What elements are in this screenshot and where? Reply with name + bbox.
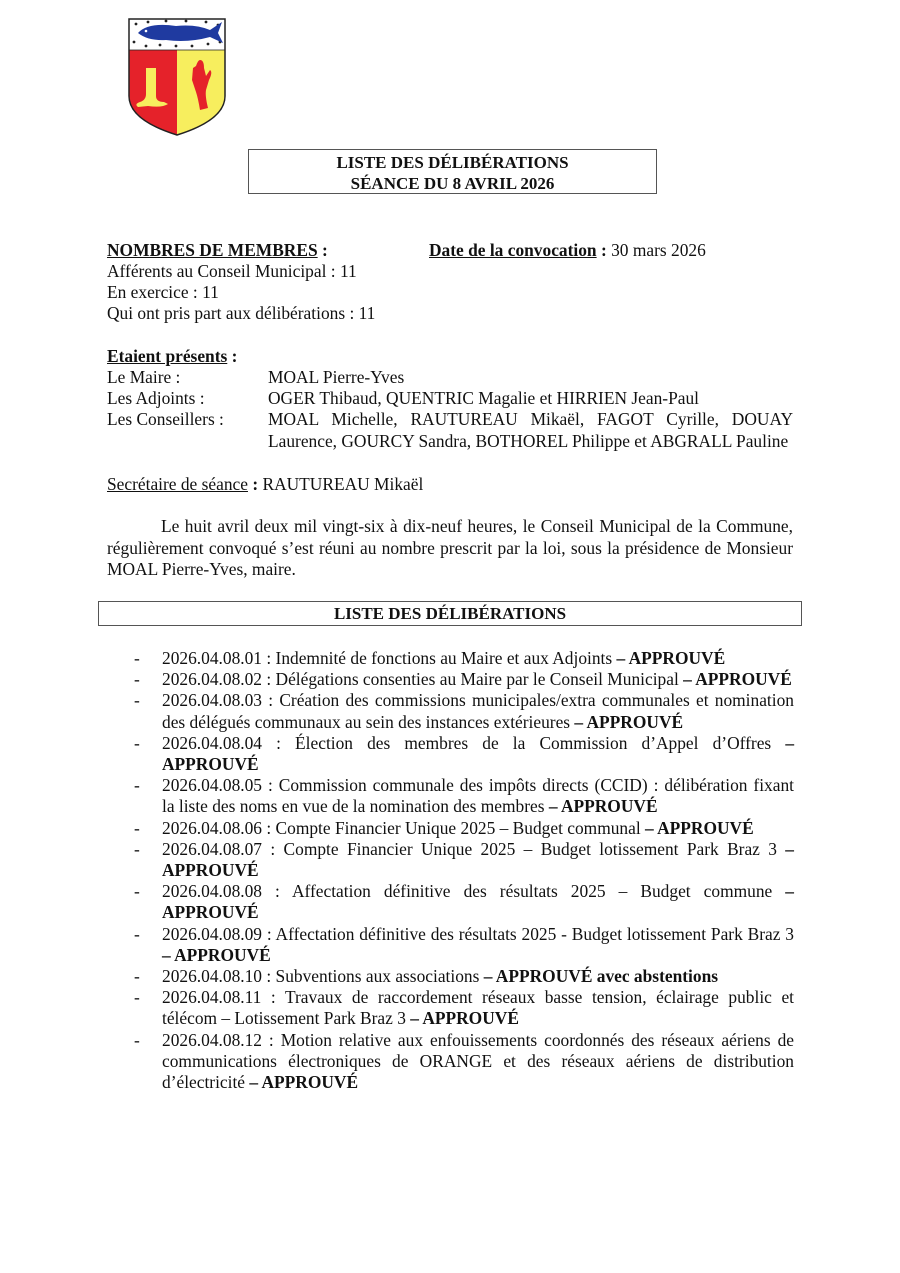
maire-name: MOAL Pierre-Yves — [268, 367, 405, 387]
deliberation-text: 2026.04.08.04 : Élection des membres de la Commission d’Appel d’Offres — [162, 732, 772, 753]
deliberation-item — [134, 881, 794, 923]
deliberation-result: – APPROUVÉ — [162, 732, 795, 775]
deliberation-item — [134, 818, 794, 839]
bullet-dash: - — [134, 732, 140, 753]
deliberation-result: – APPROUVÉ — [678, 669, 792, 690]
document-title-box — [248, 149, 657, 194]
deliberation-item — [134, 775, 794, 817]
deliberation-item — [134, 1030, 794, 1094]
document-title: LISTE DES DÉLIBÉRATIONS — [336, 153, 569, 172]
deliberation-item — [134, 839, 794, 881]
deliberation-text: 2026.04.08.01 : Indemnité de fonctions au Maire et aux Adjoints — [162, 648, 613, 668]
bullet-dash: - — [134, 966, 140, 987]
members-heading: NOMBRES DE MEMBRES — [107, 240, 318, 260]
deliberation-item — [134, 648, 794, 669]
adjoints-names: OGER Thibaud, QUENTRIC Magalie et HIRRIEN Jean-Paul — [268, 388, 699, 408]
deliberation-text: 2026.04.08.09 : Affectation définitive des résultats 2025 - Budget lotissement Park Braz 3 — [162, 923, 794, 944]
deliberations-list — [134, 648, 794, 1093]
adjoints-label: Les Adjoints : — [107, 388, 205, 408]
bullet-dash: - — [134, 817, 140, 838]
deliberation-item — [134, 669, 794, 690]
deliberation-text: 2026.04.08.03 : Création des commissions municipales/extra communales et nomination des délégués communaux au sein des instances extérieures — [162, 690, 794, 732]
deliberation-item — [134, 987, 794, 1029]
deliberations-heading: LISTE DES DÉLIBÉRATIONS — [333, 604, 567, 623]
bullet-dash: - — [134, 987, 140, 1008]
convocation-date: 30 mars 2026 — [611, 240, 706, 260]
presents-heading-line — [107, 346, 237, 367]
secretaire-colon: : — [247, 474, 263, 494]
members-heading-line — [107, 240, 328, 261]
members-heading-colon: : — [317, 240, 328, 260]
deliberation-item — [134, 966, 794, 987]
deliberation-text: 2026.04.08.02 : Délégations consenties au Maire par le Conseil Municipal — [162, 669, 679, 690]
convocation-line — [429, 240, 706, 261]
bullet-dash: - — [134, 838, 140, 859]
deliberation-item — [134, 733, 794, 775]
deliberation-text: 2026.04.08.06 : Compte Financier Unique 2025 – Budget communal — [162, 817, 641, 838]
session-date-title: SÉANCE DU 8 AVRIL 2026 — [350, 174, 555, 193]
bullet-dash: - — [134, 690, 140, 711]
deliberation-result: – APPROUVÉ — [162, 881, 794, 923]
secretaire-line — [107, 474, 423, 495]
presents-heading-colon: : — [227, 346, 238, 366]
deliberation-item — [134, 924, 794, 966]
deliberation-text: 2026.04.08.12 : Motion relative aux enfouissements coordonnés des réseaux aériens de communications électroniques de ORANGE et des réseaux aériens de distribution d’électricité — [162, 1029, 794, 1093]
deliberation-item — [134, 690, 794, 732]
secretaire-label: Secrétaire de séance — [107, 474, 248, 494]
bullet-dash: - — [134, 669, 140, 690]
deliberation-result: – APPROUVÉ — [544, 796, 658, 817]
members-en-exercice: En exercice : 11 — [107, 282, 219, 302]
deliberations-heading-box — [98, 601, 802, 626]
deliberation-text: 2026.04.08.05 : Commission communale des impôts directs (CCID) : délibération fixant la liste des noms en vue de la nomination des membres — [162, 775, 794, 817]
bullet-dash: - — [134, 1029, 140, 1050]
coat-of-arms-logo — [126, 16, 228, 138]
members-participants: Qui ont pris part aux délibérations : 11 — [107, 303, 376, 323]
deliberation-text: 2026.04.08.07 : Compte Financier Unique 2025 – Budget lotissement Park Braz 3 — [162, 838, 777, 859]
secretaire-name: RAUTUREAU Mikaël — [262, 474, 424, 494]
bullet-dash: - — [134, 923, 140, 944]
intro-paragraph: Le huit avril deux mil vingt-six à dix-neuf heures, le Conseil Municipal de la Commune, régulièrement convoqué s’est réuni au nombre prescrit par la loi, sous la présidence de Monsieur MOAL Pierre-Yves, maire. — [107, 516, 793, 579]
bullet-dash: - — [134, 881, 140, 902]
deliberation-result: – APPROUVÉ — [640, 817, 754, 838]
deliberation-result: – APPROUVÉ — [162, 838, 794, 881]
bullet-dash: - — [134, 648, 140, 668]
deliberation-result: – APPROUVÉ — [570, 711, 684, 732]
deliberation-text: 2026.04.08.10 : Subventions aux associations — [162, 966, 480, 987]
deliberation-text: 2026.04.08.08 : Affectation définitive des résultats 2025 – Budget commune — [162, 881, 773, 902]
deliberation-result: – APPROUVÉ — [612, 648, 726, 668]
deliberation-text: 2026.04.08.11 : Travaux de raccordement réseaux basse tension, éclairage public et télécom – Lotissement Park Braz 3 — [162, 987, 794, 1029]
members-afferents: Afférents au Conseil Municipal : 11 — [107, 261, 357, 281]
deliberation-result: – APPROUVÉ — [405, 1008, 519, 1029]
conseillers-names: MOAL Michelle, RAUTUREAU Mikaël, FAGOT Cyrille, DOUAY Laurence, GOURCY Sandra, BOTHOREL Philippe et ABGRALL Pauline — [268, 409, 793, 451]
bullet-dash: - — [134, 775, 140, 796]
convocation-label: Date de la convocation — [429, 240, 597, 260]
presents-heading: Etaient présents — [107, 346, 228, 366]
convocation-colon: : — [596, 240, 612, 260]
maire-label: Le Maire : — [107, 367, 181, 387]
deliberation-result: – APPROUVÉ — [162, 944, 271, 965]
deliberation-result: – APPROUVÉ — [245, 1072, 359, 1093]
deliberation-result: – APPROUVÉ avec abstentions — [479, 966, 719, 987]
conseillers-label: Les Conseillers : — [107, 409, 224, 429]
